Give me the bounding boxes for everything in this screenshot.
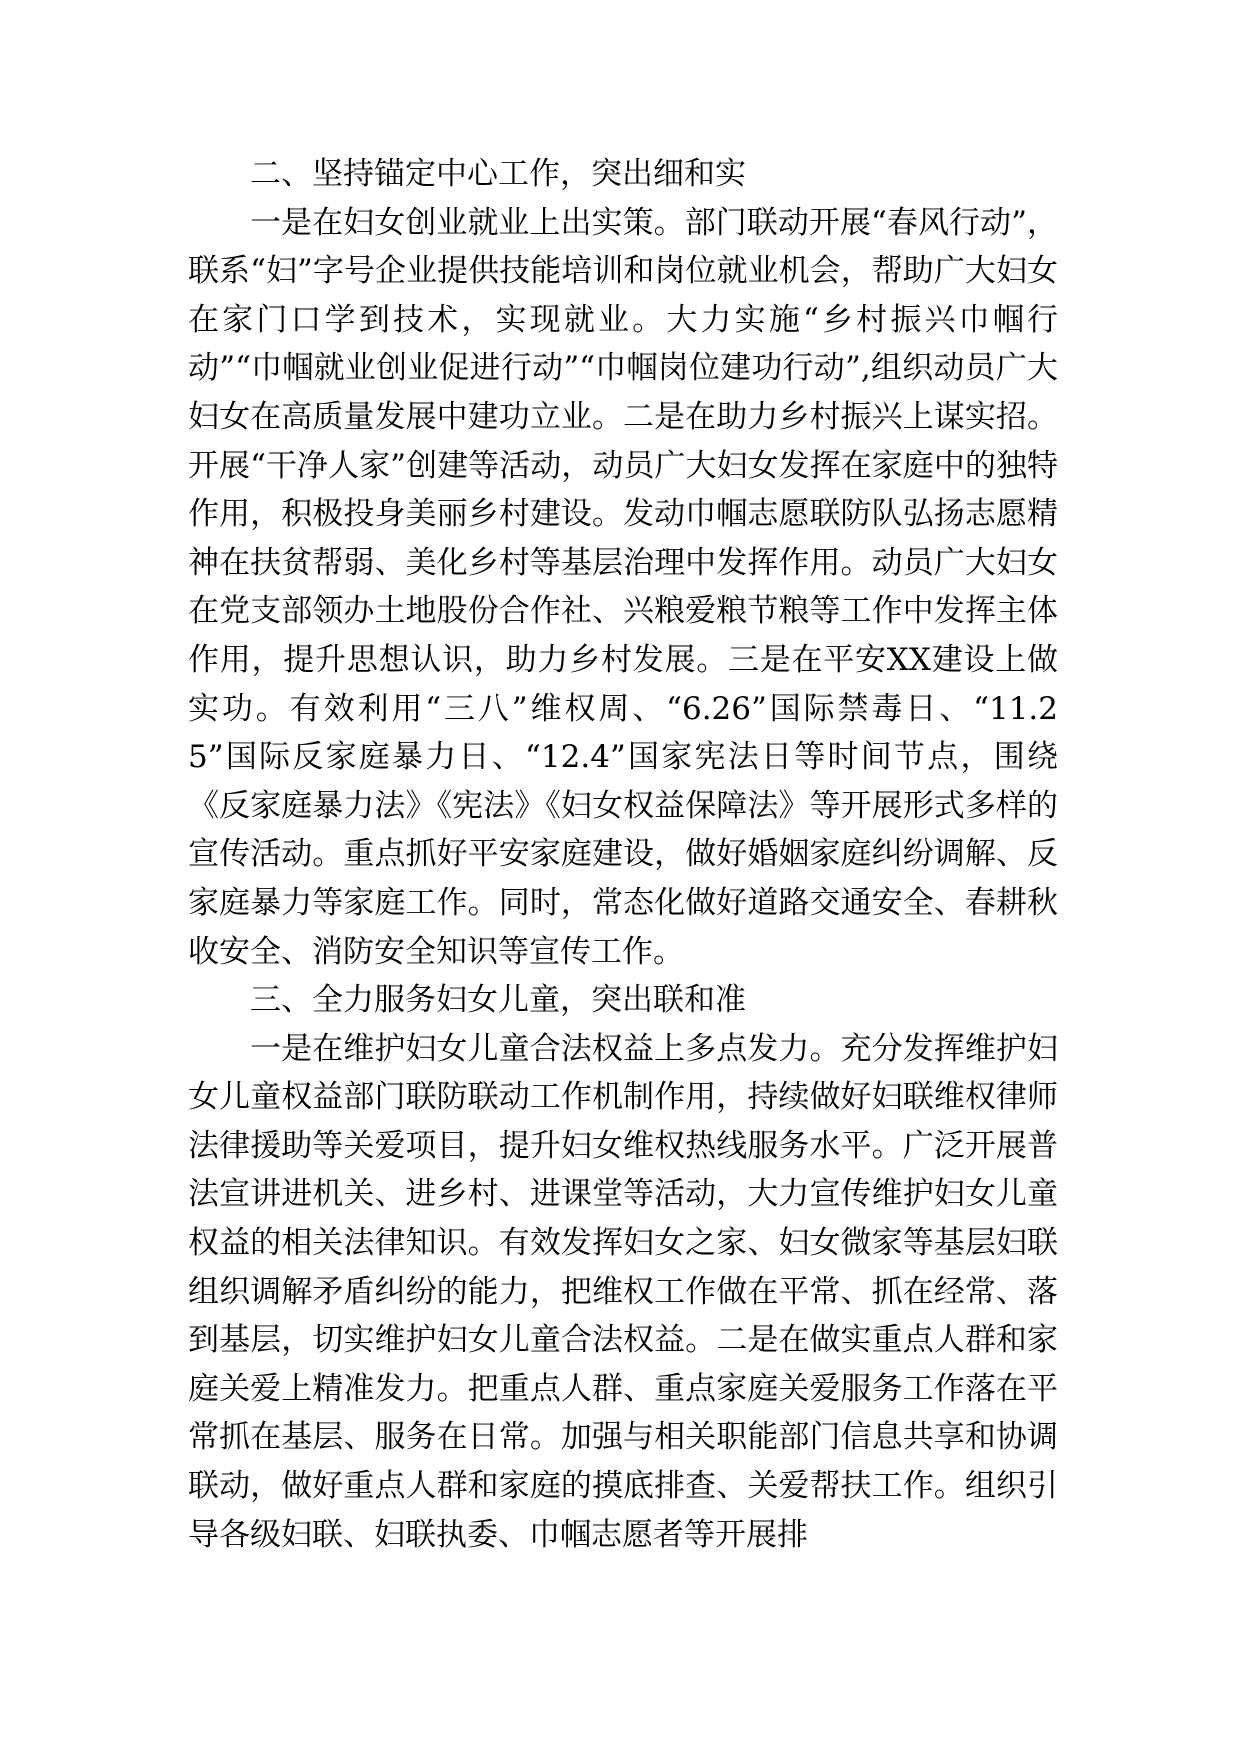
section-body-2: 一是在妇女创业就业上出实策。部门联动开展“春风行动”，联系“妇”字号企业提供技能培训和岗位就业机会，帮助广大妇女在家门口学到技术，实现就业。大力实施“乡村振兴巾帼行动”“巾帼就业创业促进行动”“巾帼岗位建功行动”,组织动员广大妇女在高质量发展中建功立业。二是在助力乡村振兴上谋实招。开展“干净人家”创建等活动，动员广大妇女发挥在家庭中的独特作用，积极投身美丽乡村建设。发动巾帼志愿联防队弘扬志愿精神在扶贫帮弱、美化乡村等基层治理中发挥作用。动员广大妇女在党支部领办土地股份合作社、兴粮爱粮节粮等工作中发挥主体作用，提升思想认识，助力乡村发展。三是在平安XX建设上做实功。有效利用“三八”维权周、“6.26”国际禁毒日、“11.25”国际反家庭暴力日、“12.4”国家宪法日等时间节点，围绕《反家庭暴力法》《宪法》《妇女权益保障法》等开展形式多样的宣传活动。重点抓好平安家庭建设，做好婚姻家庭纠纷调解、反家庭暴力等家庭工作。同时，常态化做好道路交通安全、春耕秋收安全、消防安全知识等宣传工作。 bbox=[188, 204, 1058, 970]
section-heading-3: 三、全力服务妇女儿童，突出联和准 bbox=[250, 982, 746, 1019]
document-page bbox=[188, 150, 1058, 1559]
section-heading-2: 二、坚持锚定中心工作，突出细和实 bbox=[250, 156, 746, 192]
section-body-3: 一是在维护妇女儿童合法权益上多点发力。充分发挥维护妇女儿童权益部门联防联动工作机制作用，持续做好妇联维权律师法律援助等关爱项目，提升妇女维权热线服务水平。广泛开展普法宣讲进机关、进乡村、进课堂等活动，大力宣传维护妇女儿童权益的相关法律知识。有效发挥妇女之家、妇女微家等基层妇联组织调解矛盾纠纷的能力，把维权工作做在平常、抓在经常、落到基层，切实维护妇女儿童合法权益。二是在做实重点人群和家庭关爱上精准发力。把重点人群、重点家庭关爱服务工作落在平常抓在基层、服务在日常。加强与相关职能部门信息共享和协调联动，做好重点人群和家庭的摸底排查、关爱帮扶工作。组织引导各级妇联、妇联执委、巾帼志愿者等开展排 bbox=[188, 1030, 1058, 1553]
